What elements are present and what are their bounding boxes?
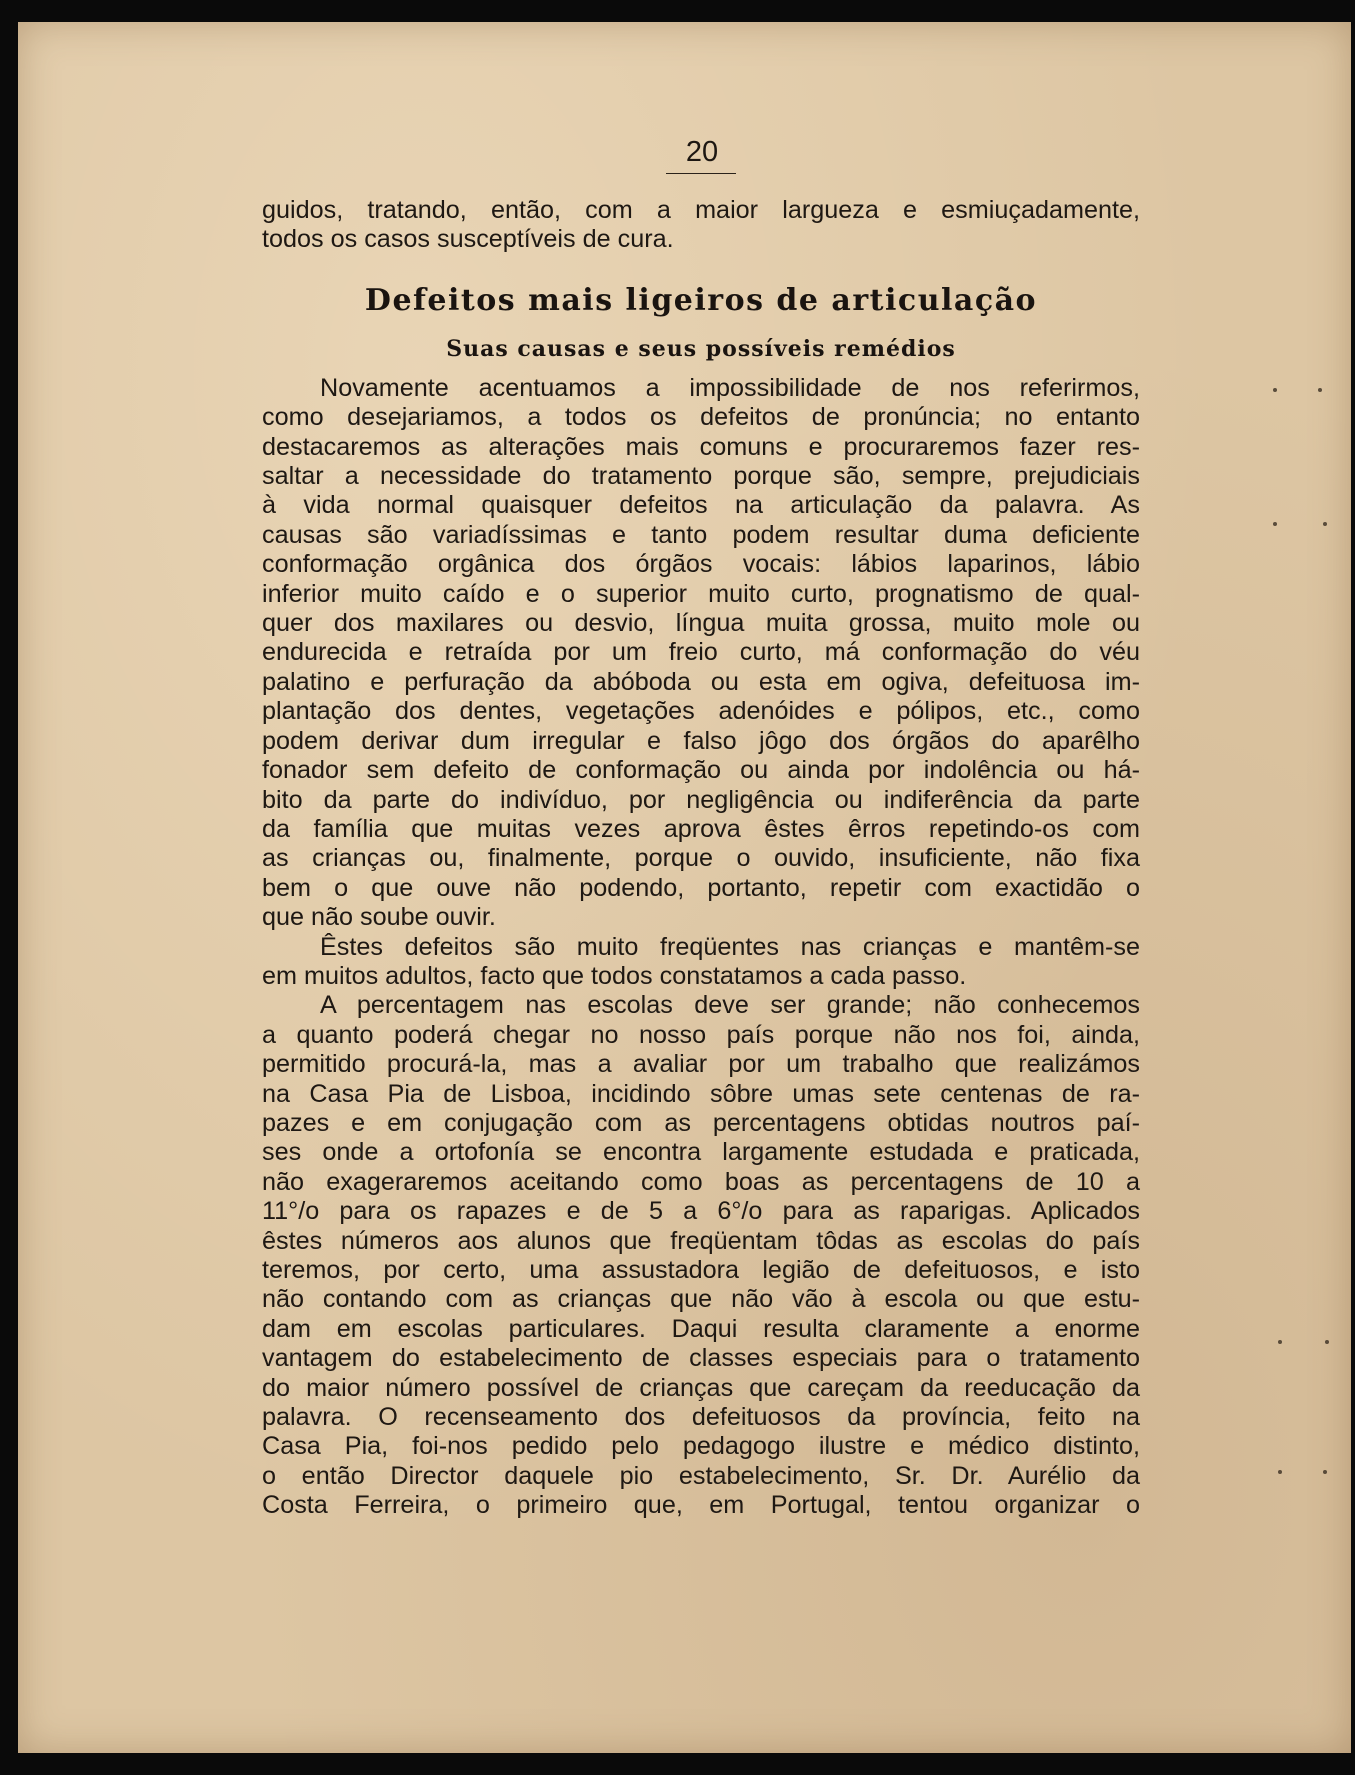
paragraph-causes [262, 374, 1140, 933]
text-line: da família que muitas vezes aprova êstes êrros repetindo-os com [262, 814, 1140, 843]
text-line: vantagem do estabelecimento de classes especiais para o tratamento [262, 1344, 1140, 1373]
text-line: fonador sem defeito de conformação ou ainda por indolência ou há- [262, 756, 1140, 785]
text-line: 11°/o para os rapazes e de 5 a 6°/o para as raparigas. Aplicados [262, 1197, 1140, 1226]
text-line: guidos, tratando, então, com a maior largueza e esmiuçadamente, [262, 196, 1140, 224]
text-line: podem derivar dum irregular e falso jôgo dos órgãos do aparêlho [262, 726, 1140, 755]
text-line: não contando com as crianças que não vão à escola ou que estu- [262, 1285, 1140, 1314]
text-line: Êstes defeitos são muito freqüentes nas crianças e mantêm-se [320, 932, 1140, 961]
text-line: destacaremos as alterações mais comuns e procuraremos fazer res- [262, 432, 1140, 461]
text-line: pazes e em conjugação com as percentagens obtidas noutros paí- [262, 1108, 1140, 1137]
text-line: todos os casos susceptíveis de cura. [262, 225, 674, 254]
text-line: conformação orgânica dos órgãos vocais: lábios laparinos, lábio [262, 550, 1140, 579]
text-line: em muitos adultos, facto que todos constatamos a cada passo. [262, 961, 967, 990]
text-line: Casa Pia, foi-nos pedido pelo pedagogo ilustre e médico distinto, [262, 1432, 1140, 1461]
text-line: êstes números aos alunos que freqüentam tôdas as escolas do país [262, 1226, 1140, 1255]
text-line: do maior número possível de crianças que careçam da reeducação da [262, 1373, 1140, 1402]
text-line: Novamente acentuamos a impossibilidade de nos referirmos, [320, 373, 1140, 402]
paragraph-frequency [262, 933, 1140, 992]
opening-paragraph [262, 196, 1140, 255]
section-subtitle: Suas causas e seus possíveis remédios [446, 335, 956, 362]
paragraph-percentage [262, 991, 1140, 1520]
text-line: não exageraremos aceitando como boas as percentagens de 10 a [262, 1167, 1140, 1196]
text-line: saltar a necessidade do tratamento porque são, sempre, prejudiciais [262, 462, 1140, 491]
page-body [262, 196, 1140, 1521]
text-line: palavra. O recenseamento dos defeituosos da província, feito na [262, 1403, 1140, 1432]
text-line: ses onde a ortofonía se encontra largamente estudada e praticada, [262, 1138, 1140, 1167]
text-line: A percentagem nas escolas deve ser grande; não conhecemos [320, 991, 1140, 1020]
text-line: palatino e perfuração da abóboda ou esta em ogiva, defeituosa im- [262, 667, 1140, 696]
text-line: as crianças ou, finalmente, porque o ouvido, insuficiente, não fixa [262, 844, 1140, 873]
text-line: dam em escolas particulares. Daqui resulta claramente a enorme [262, 1314, 1140, 1343]
page-number: 20 [685, 136, 719, 168]
text-line: plantação dos dentes, vegetações adenóides e pólipos, etc., como [262, 697, 1140, 726]
text-line: inferior muito caído e o superior muito curto, prognatismo de qual- [262, 579, 1140, 608]
text-line: na Casa Pia de Lisboa, incidindo sôbre umas sete centenas de ra- [262, 1079, 1140, 1108]
text-line: a quanto poderá chegar no nosso país porque não nos foi, ainda, [262, 1020, 1140, 1049]
text-line: teremos, por certo, uma assustadora legião de defeituosos, e isto [262, 1256, 1140, 1284]
text-line: bito da parte do indivíduo, por negligência ou indiferência da parte [262, 785, 1140, 814]
page-number-underline [666, 173, 736, 174]
section-title: Defeitos mais ligeiros de articulação [364, 282, 1038, 318]
text-line: endurecida e retraída por um freio curto, má conformação do véu [262, 638, 1140, 667]
text-line: Costa Ferreira, o primeiro que, em Portugal, tentou organizar o [262, 1491, 1140, 1520]
text-line: que não soube ouvir. [262, 903, 496, 932]
text-line: como desejariamos, a todos os defeitos de pronúncia; no entanto [262, 403, 1140, 432]
text-line: permitido procurá-la, mas a avaliar por um trabalho que realizámos [262, 1050, 1140, 1079]
text-line: bem o que ouve não podendo, portanto, repetir com exactidão o [262, 873, 1140, 902]
text-line: causas são variadíssimas e tanto podem resultar duma deficiente [262, 520, 1140, 549]
text-line: quer dos maxilares ou desvio, língua muita grossa, muito mole ou [262, 609, 1140, 638]
text-line: à vida normal quaisquer defeitos na articulação da palavra. As [262, 491, 1140, 520]
text-line: o então Director daquele pio estabelecimento, Sr. Dr. Aurélio da [262, 1461, 1140, 1490]
